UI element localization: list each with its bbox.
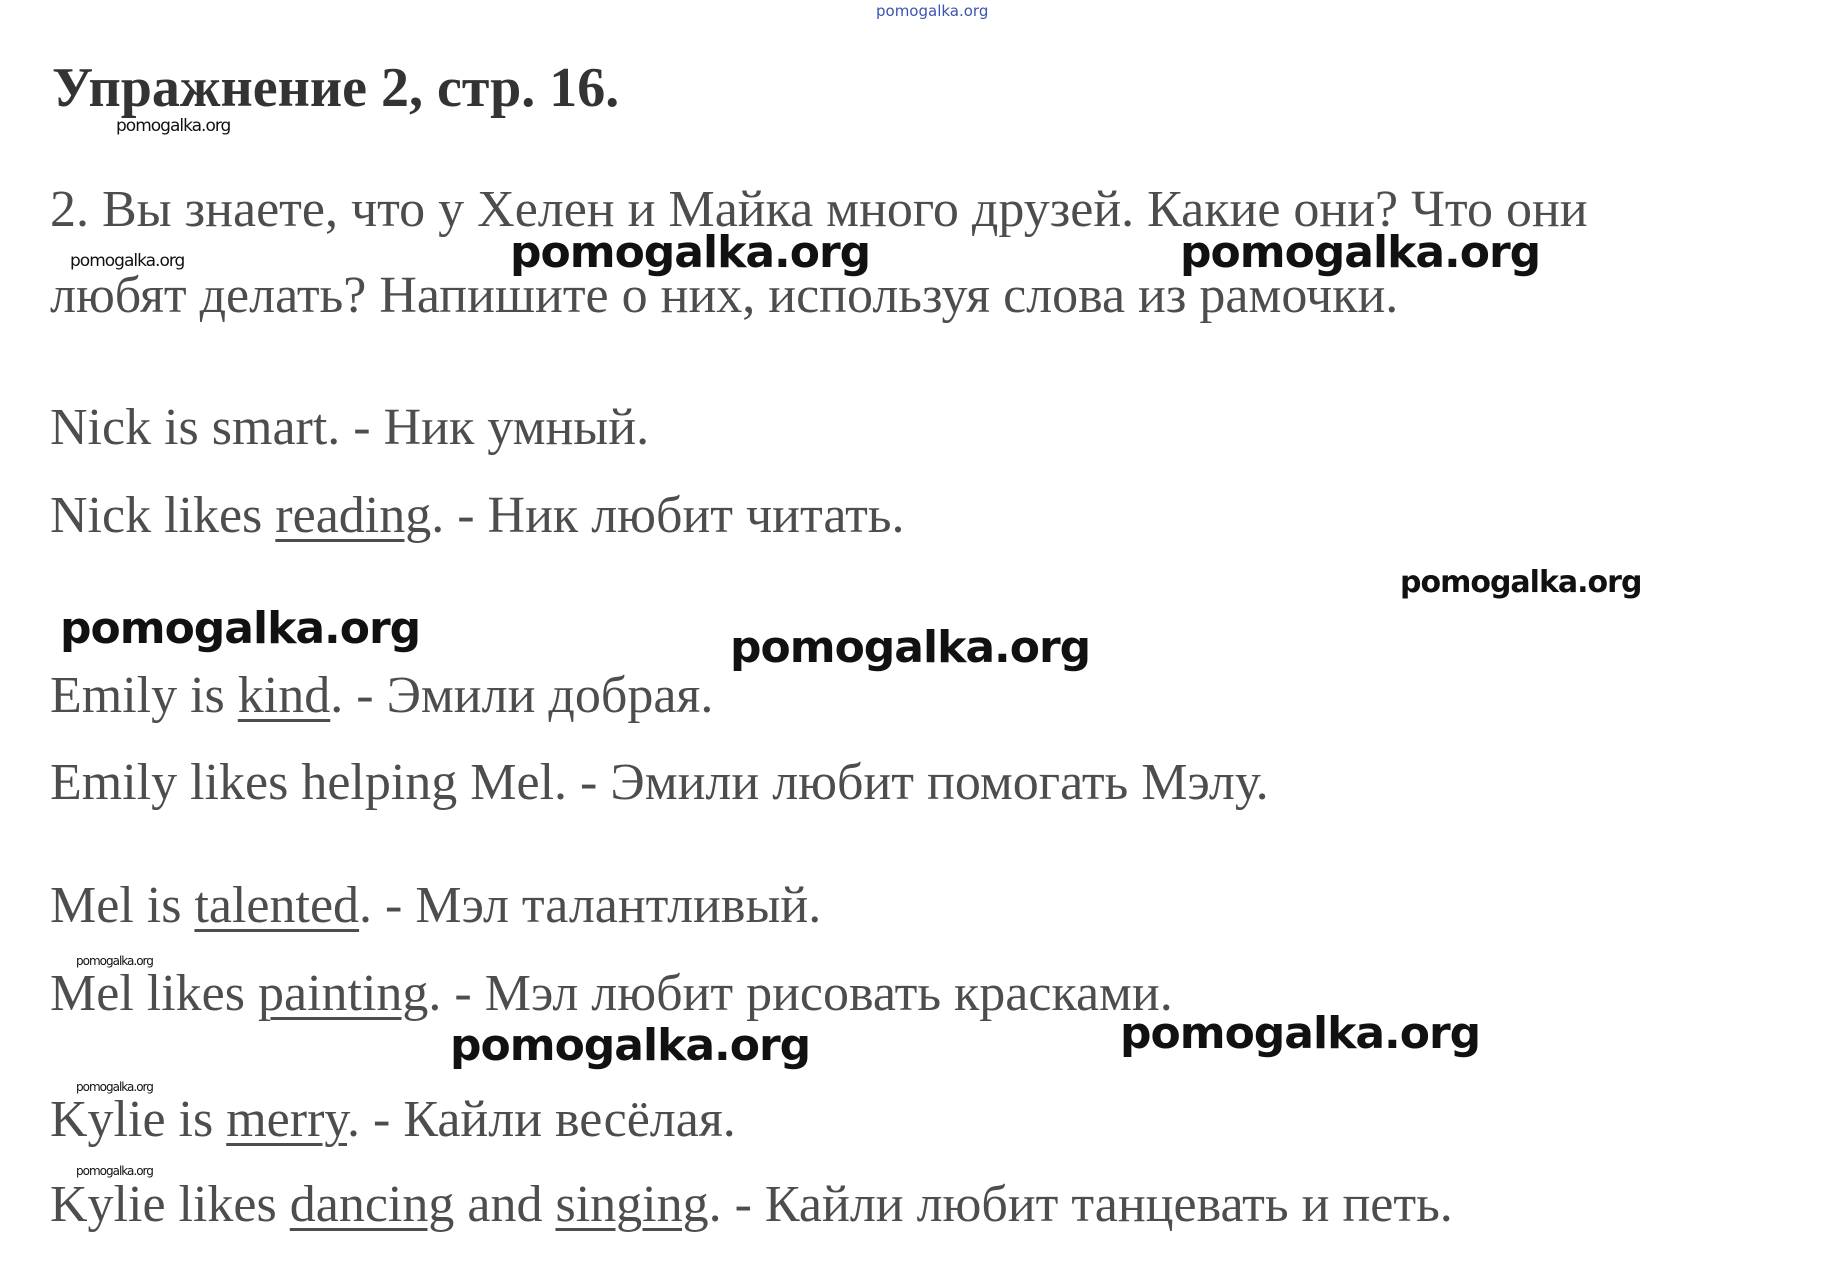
watermark-top: pomogalka.org (876, 2, 989, 20)
underlined-word: singing (555, 1176, 709, 1233)
sentence-text: Emily likes helping Mel. - Эмили любит помогать Мэлу. (50, 754, 1269, 811)
watermark-large: pomogalka.org (1180, 227, 1541, 278)
sentence-text: Emily is (50, 667, 238, 724)
sentence-text: Nick likes (50, 487, 276, 544)
sentence-text: . - Кайли любит танцевать и петь. (708, 1176, 1453, 1233)
watermark-large: pomogalka.org (450, 1020, 811, 1071)
sentence-nick-likes (50, 486, 905, 545)
sentence-text: . - Мэл талантливый. (359, 877, 822, 934)
exercise-heading: Упражнение 2, стр. 16. (52, 57, 620, 119)
watermark-small: pomogalka.org (116, 116, 231, 136)
watermark-large: pomogalka.org (60, 603, 421, 654)
watermark-tiny: pomogalka.org (76, 1080, 153, 1094)
watermark-tiny: pomogalka.org (76, 954, 153, 968)
sentence-text: Kylie is (50, 1091, 227, 1148)
sentence-nick-smart (50, 398, 649, 457)
sentence-text: Nick is smart. - Ник умный. (50, 399, 650, 456)
sentence-text: Kylie likes (50, 1176, 290, 1233)
watermark-medium: pomogalka.org (1400, 565, 1642, 600)
watermark-tiny: pomogalka.org (76, 1164, 153, 1178)
underlined-word: reading (275, 487, 432, 544)
sentence-kylie-likes (50, 1175, 1453, 1234)
underlined-word: kind (237, 667, 331, 724)
watermark-large: pomogalka.org (730, 622, 1091, 673)
watermark-large: pomogalka.org (510, 227, 871, 278)
sentence-text: . - Мэл любит рисовать красками. (428, 965, 1173, 1022)
sentence-emily-kind (50, 666, 713, 725)
sentence-mel-likes (50, 964, 1173, 1023)
sentence-text: . - Кайли весёлая. (347, 1091, 736, 1148)
watermark-large: pomogalka.org (1120, 1008, 1481, 1059)
sentence-text: . - Ник любит читать. (431, 487, 905, 544)
watermark-small: pomogalka.org (70, 251, 185, 271)
task-line-2: любят делать? Напишите о них, используя слова из рамочки. (50, 267, 1399, 324)
sentence-text: Mel likes (50, 965, 258, 1022)
sentence-mel-talented (50, 876, 821, 935)
underlined-word: painting (257, 965, 429, 1022)
sentence-text: . - Эмили добрая. (330, 667, 714, 724)
underlined-word: dancing (289, 1176, 455, 1233)
sentence-text: and (454, 1176, 556, 1233)
task-line-1: 2. Вы знаете, что у Хелен и Майка много друзей. Какие они? Что они (50, 181, 1588, 238)
sentence-text: Mel is (50, 877, 195, 934)
sentence-kylie-merry (50, 1090, 736, 1149)
underlined-word: talented (194, 877, 360, 934)
underlined-word: merry (226, 1091, 348, 1148)
sentence-emily-likes (50, 753, 1269, 812)
